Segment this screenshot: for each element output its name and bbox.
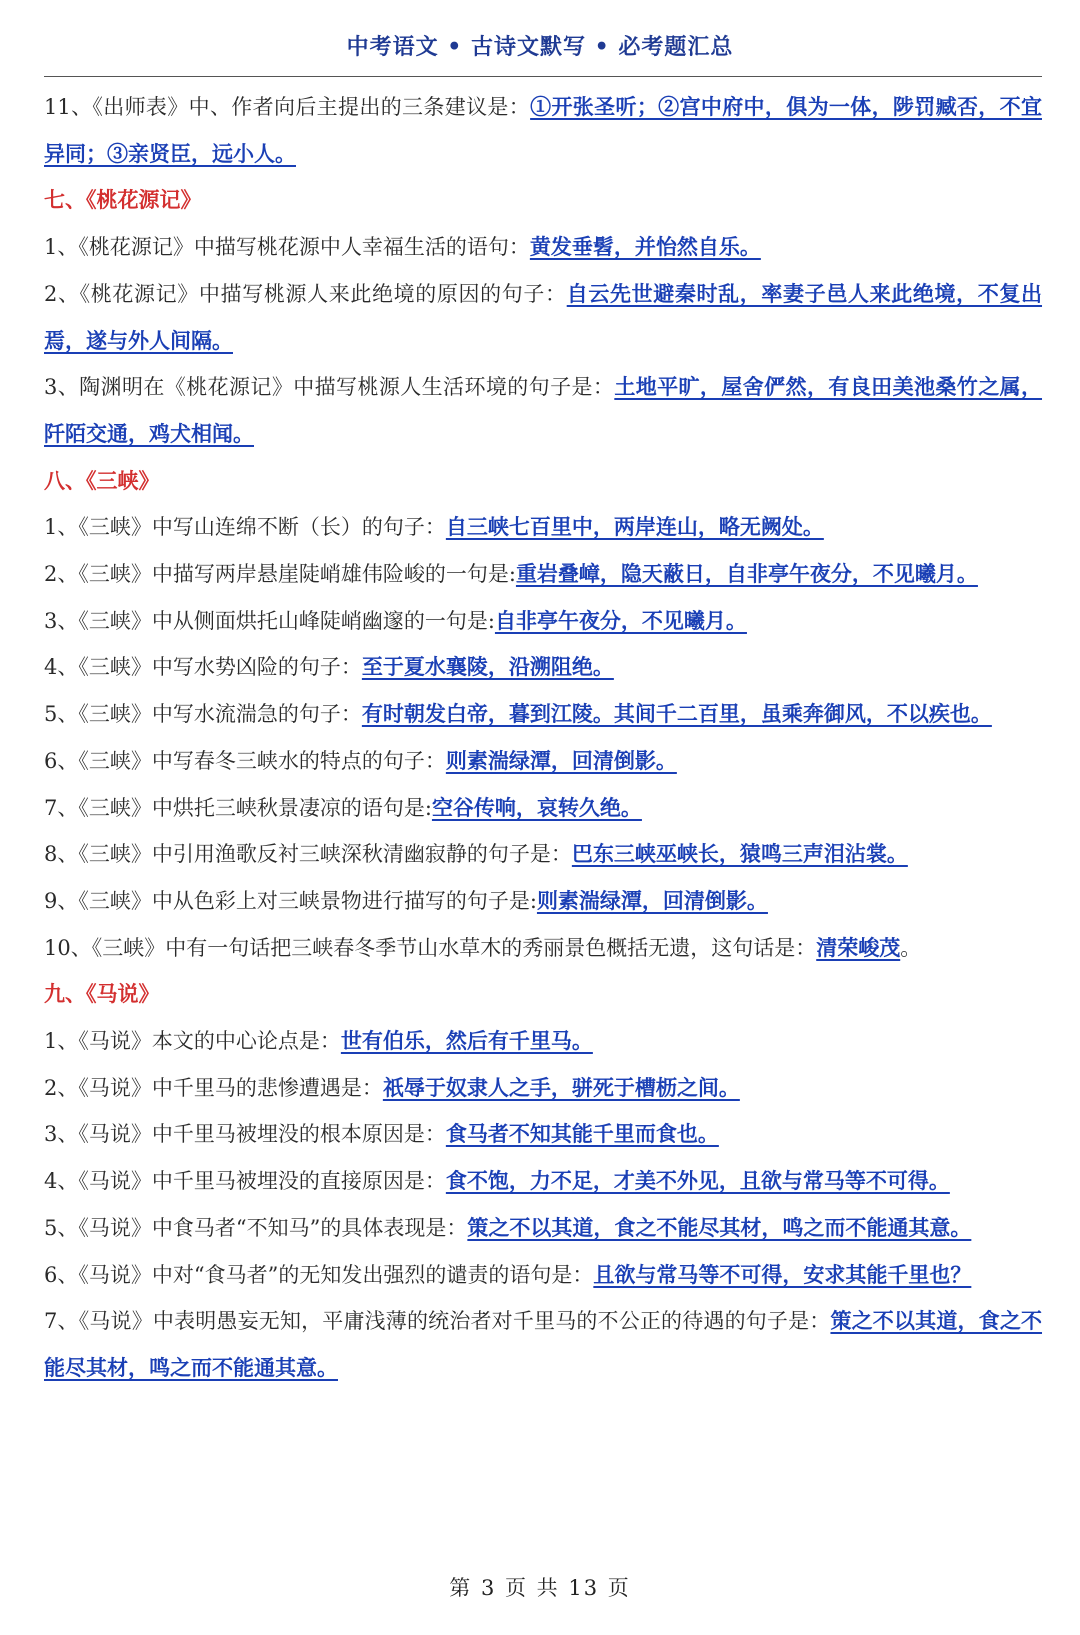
question-text: 5、《三峡》中写水流湍急的句子： bbox=[44, 702, 362, 727]
answer-text: 世有伯乐，然后有千里马。 bbox=[340, 1028, 593, 1054]
question-item bbox=[44, 504, 1042, 551]
section-heading-text: 八、《三峡》 bbox=[44, 467, 160, 493]
answer-text: 则素湍绿潭，回清倒影。 bbox=[445, 747, 677, 773]
section-heading bbox=[44, 458, 1042, 505]
question-item bbox=[44, 224, 1042, 271]
header-divider bbox=[44, 76, 1042, 77]
question-text: 1、《马说》本文的中心论点是： bbox=[44, 1029, 341, 1054]
question-item bbox=[44, 1252, 1042, 1299]
question-text: 2、《桃花源记》中描写桃源人来此绝境的原因的句子： bbox=[44, 281, 567, 306]
section-heading bbox=[44, 177, 1042, 224]
section-heading-text: 九、《马说》 bbox=[44, 981, 160, 1007]
question-text: 4、《马说》中千里马被埋没的直接原因是： bbox=[44, 1169, 446, 1194]
answer-text: 巴东三峡巫峡长，猿鸣三声泪沾裳。 bbox=[571, 841, 908, 867]
question-text: 7、《三峡》中烘托三峡秋景凄凉的语句是: bbox=[44, 795, 432, 820]
question-item bbox=[44, 84, 1042, 177]
question-item bbox=[44, 1065, 1042, 1112]
question-text: 3、陶渊明在《桃花源记》中描写桃源人生活环境的句子是： bbox=[44, 375, 615, 400]
answer-text: ①开张圣听；②宫中府中，俱为一体，陟罚臧否，不宜异同；③亲贤臣，远小人。 bbox=[44, 94, 1042, 166]
question-text: 1、《三峡》中写山连绵不断（长）的句子： bbox=[44, 515, 446, 540]
question-item bbox=[44, 1111, 1042, 1158]
answer-text: 自三峡七百里中，两岸连山，略无阙处。 bbox=[445, 514, 824, 540]
question-text: 1、《桃花源记》中描写桃花源中人幸福生活的语句： bbox=[44, 235, 530, 260]
question-item bbox=[44, 738, 1042, 785]
answer-text: 策之不以其道，食之不能尽其材，鸣之而不能通其意。 bbox=[467, 1214, 972, 1240]
question-item bbox=[44, 691, 1042, 738]
question-text: 2、《马说》中千里马的悲惨遭遇是： bbox=[44, 1075, 383, 1100]
question-text: 8、《三峡》中引用渔歌反衬三峡深秋清幽寂静的句子是： bbox=[44, 842, 572, 867]
question-text: 5、《马说》中食马者“不知马”的具体表现是： bbox=[44, 1215, 468, 1240]
question-item bbox=[44, 644, 1042, 691]
answer-text: 土地平旷，屋舍俨然，有良田美池桑竹之属，阡陌交通，鸡犬相闻。 bbox=[44, 374, 1043, 446]
question-text: 3、《三峡》中从侧面烘托山峰陡峭幽邃的一句是: bbox=[44, 608, 495, 633]
question-item bbox=[44, 364, 1042, 457]
question-item bbox=[44, 1018, 1042, 1065]
question-text: 6、《三峡》中写春冬三峡水的特点的句子： bbox=[44, 748, 446, 773]
answer-text: 有时朝发白帝，暮到江陵。其间千二百里，虽乘奔御风，不以疾也。 bbox=[361, 701, 992, 727]
answer-text: 且欲与常马等不可得，安求其能千里也？ bbox=[593, 1261, 972, 1287]
question-text: 9、《三峡》中从色彩上对三峡景物进行描写的句子是: bbox=[44, 888, 537, 913]
content-body bbox=[44, 84, 1042, 1392]
section-heading-text: 七、《桃花源记》 bbox=[44, 187, 202, 213]
answer-text: 祇辱于奴隶人之手，骈死于槽枥之间。 bbox=[382, 1074, 740, 1100]
question-item bbox=[44, 271, 1042, 364]
answer-text: 至于夏水襄陵，沿溯阻绝。 bbox=[361, 654, 614, 680]
question-text: 4、《三峡》中写水势凶险的句子： bbox=[44, 655, 362, 680]
question-item bbox=[44, 785, 1042, 832]
answer-text: 重岩叠嶂，隐天蔽日，自非亭午夜分，不见曦月。 bbox=[515, 561, 978, 587]
answer-text: 自云先世避秦时乱，率妻子邑人来此绝境，不复出焉，遂与外人间隔。 bbox=[44, 280, 1043, 353]
answer-tail: 。 bbox=[900, 935, 922, 960]
question-item bbox=[44, 551, 1042, 598]
question-text: 2、《三峡》中描写两岸悬崖陡峭雄伟险峻的一句是: bbox=[44, 562, 516, 587]
answer-text: 清荣峻茂 bbox=[816, 934, 901, 960]
question-item bbox=[44, 878, 1042, 925]
answer-text: 自非亭午夜分，不见曦月。 bbox=[494, 607, 747, 633]
answer-text: 黄发垂髫，并怡然自乐。 bbox=[529, 234, 761, 260]
question-text: 10、《三峡》中有一句话把三峡春冬季节山水草木的秀丽景色概括无遗，这句话是： bbox=[44, 935, 817, 960]
question-text: 3、《马说》中千里马被埋没的根本原因是： bbox=[44, 1122, 446, 1147]
question-item bbox=[44, 1205, 1042, 1252]
question-item bbox=[44, 925, 1042, 972]
question-text: 11、《出师表》中、作者向后主提出的三条建议是： bbox=[44, 95, 531, 119]
answer-text: 空谷传响，哀转久绝。 bbox=[431, 794, 642, 820]
answer-text: 策之不以其道，食之不能尽其材，鸣之而不能通其意。 bbox=[44, 1308, 1043, 1380]
answer-text: 食不饱，力不足，才美不外见，且欲与常马等不可得。 bbox=[445, 1168, 950, 1194]
page-footer-number: 第 3 页 共 13 页 bbox=[449, 1576, 631, 1600]
question-item bbox=[44, 598, 1042, 645]
answer-text: 食马者不知其能千里而食也。 bbox=[445, 1121, 719, 1147]
answer-text: 则素湍绿潭，回清倒影。 bbox=[536, 887, 768, 913]
question-item bbox=[44, 1298, 1042, 1391]
section-heading bbox=[44, 971, 1042, 1018]
page-header-title: 中考语文 • 古诗文默写 • 必考题汇总 bbox=[346, 34, 734, 60]
question-text: 7、《马说》中表明愚妄无知，平庸浅薄的统治者对千里马的不公正的待遇的句子是： bbox=[44, 1309, 831, 1334]
question-item bbox=[44, 1158, 1042, 1205]
question-text: 6、《马说》中对“食马者”的无知发出强烈的谴责的语句是： bbox=[44, 1262, 594, 1287]
question-item bbox=[44, 831, 1042, 878]
